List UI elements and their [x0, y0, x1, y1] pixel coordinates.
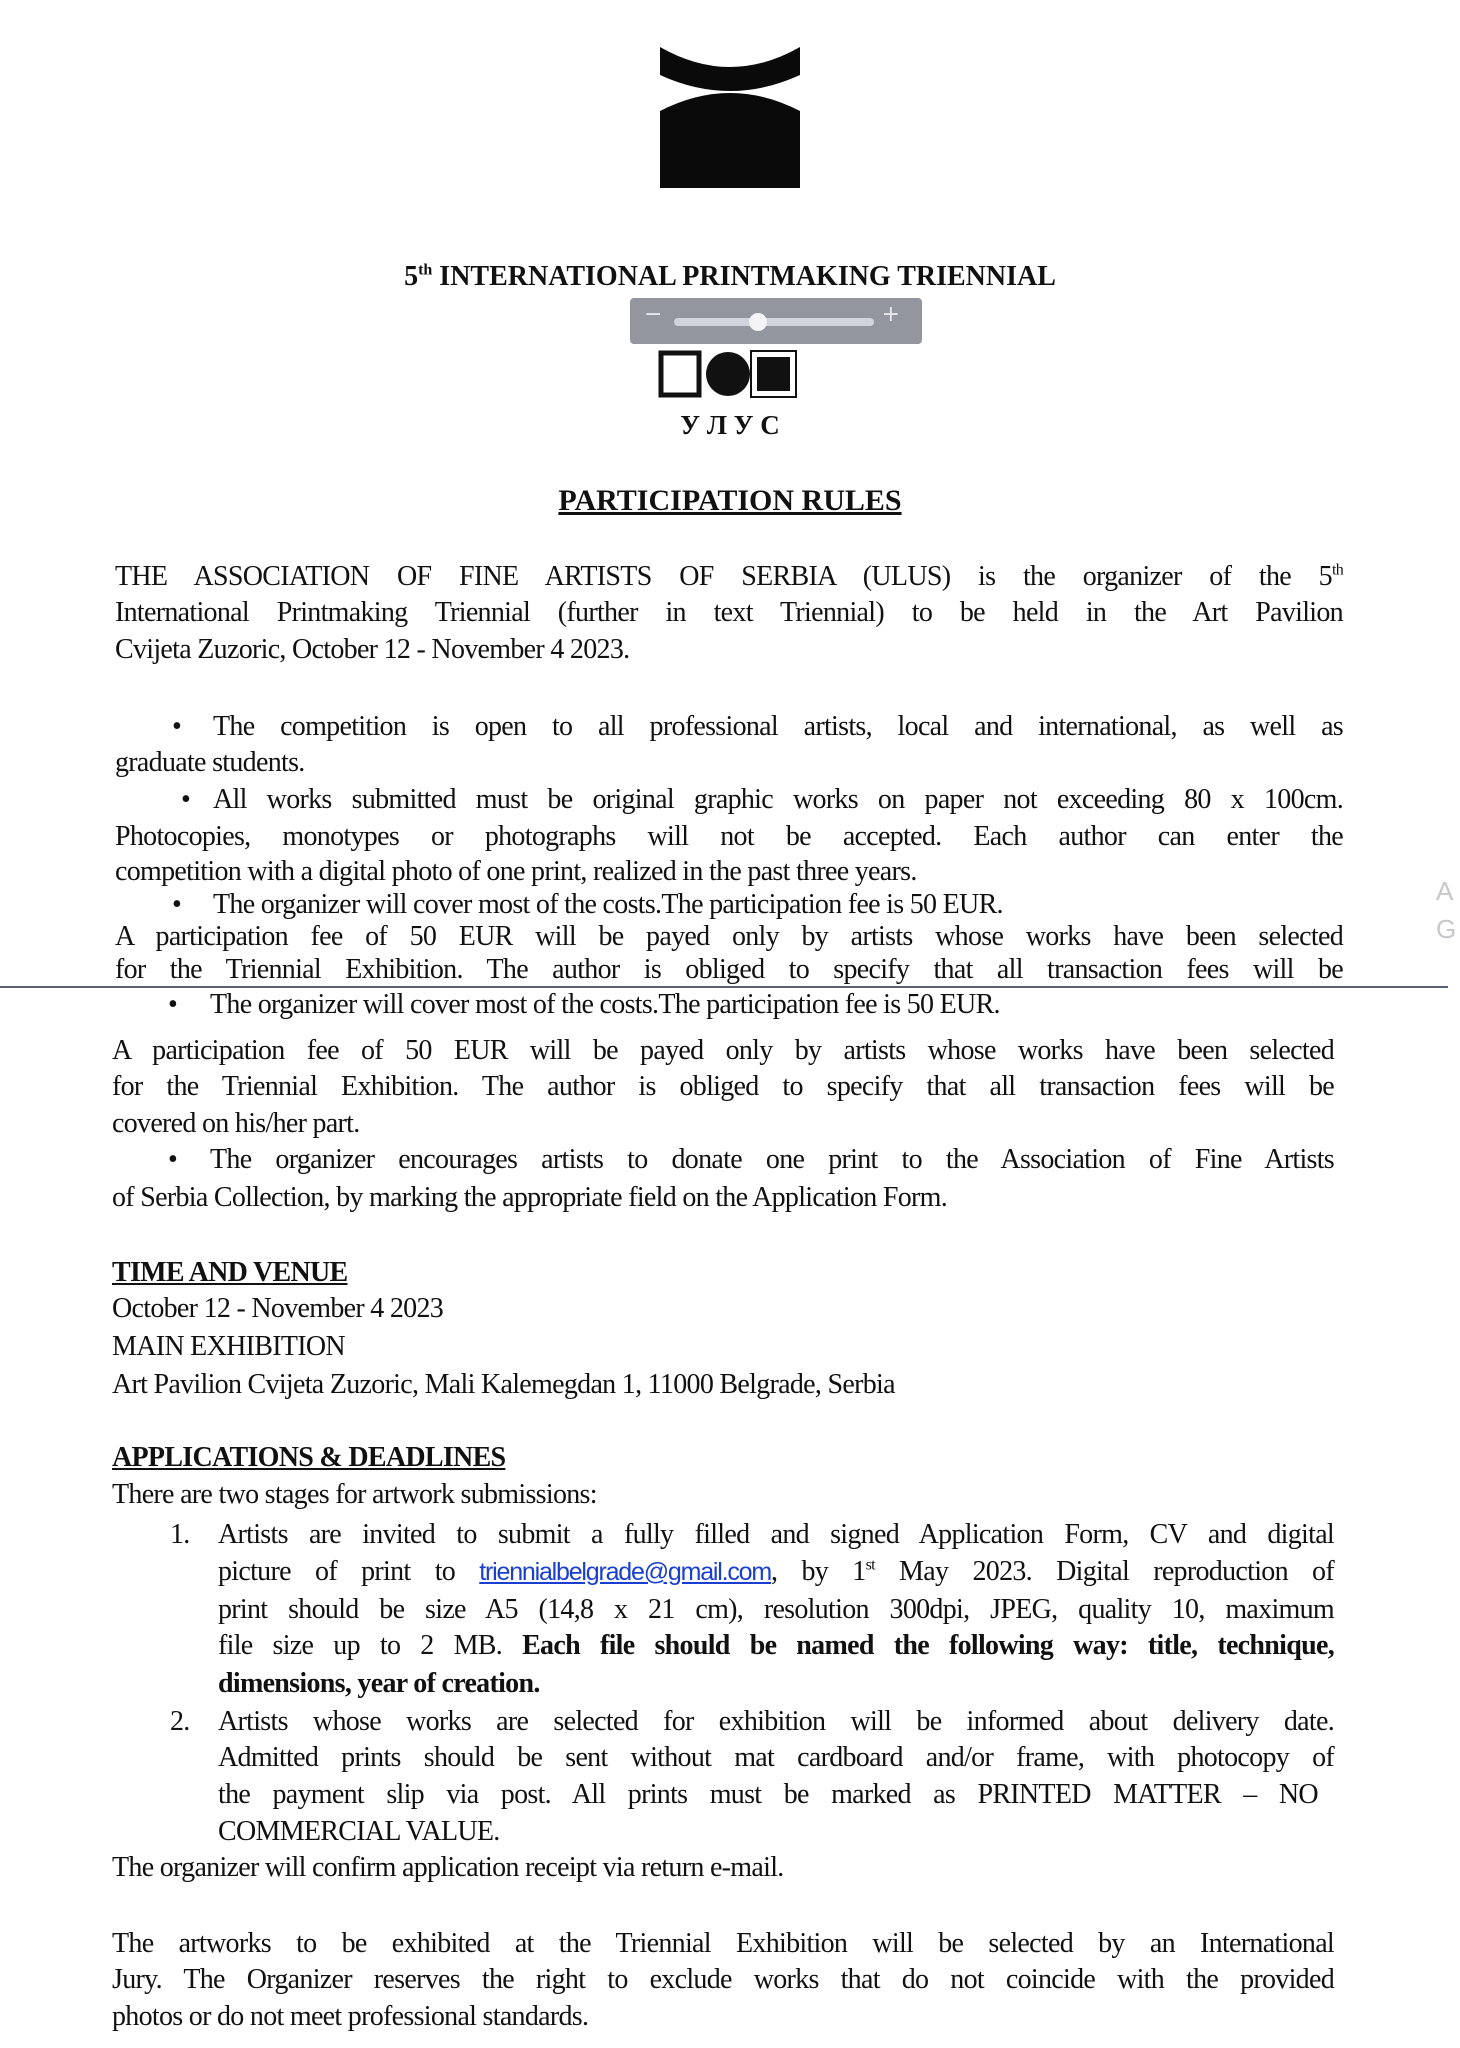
bullet-icon: • [172, 711, 182, 742]
bullet-icon: • [181, 784, 191, 815]
document-page-lower: • The organizer will cover most of the costs.The participation fee is 50 EUR. A participation fee of 50 EUR will be payed only by artists whose works have been selected for the Triennial Exhibition. The author is obliged to specify that all transaction fees will be covered on his/her part. • The organizer encourages artists to donate one print to the Association of Fine Artists of Serbia Collection, by marking the appropriate field on the Application Form. TIME AND VENUE October 12 - November 4 2023 MAIN EXHIBITION Art Pavilion Cvijeta Zuzoric, Mali Kalemegdan 1, 11000 Belgrade, Serbia APPLICATIONS & DEADLINES There are two stages for artwork submissions: 1. Artists are invited to submit a fully filled and signed Application Form, CV and digital picture of print to triennialbelgrade@gmail.com, by 1st May 2023. Digital reproduction of print should be size A5 (14,8 x 21 cm), resolution 300dpi, JPEG, quality 10, maximum file size up to 2 MB. Each file should be named the following way: title, technique, dimensions, year of creation. 2. Artists whose works are selected for exhibition will be informed about delivery date. Admitted prints should be sent without mat cardboard and/or frame, with photocopy of the payment slip via post. All prints must be marked as PRINTED MATTER – NO COMMERCIAL VALUE. The organizer will confirm application receipt via return e-mail. The artworks to be exhibited at the Triennial Exhibition will be selected by an International Jury. The Organizer reserves the right to exclude works that do not coincide with the provided photos or do not meet professional standards. [112, 989, 1335, 2032]
ulus-logo [658, 350, 798, 398]
zoom-slider-thumb[interactable] [749, 313, 767, 331]
triennial-logo [660, 47, 800, 188]
zoom-in-button[interactable]: + [881, 302, 900, 327]
bullet-icon: • [168, 1144, 178, 1175]
applications-heading: APPLICATIONS & DEADLINES [112, 1442, 506, 1473]
zoom-out-button[interactable]: − [644, 302, 663, 327]
bullet-icon: • [172, 889, 182, 920]
zoom-slider[interactable] [630, 298, 922, 344]
email-link[interactable]: triennialbelgrade@gmail.com [479, 1558, 772, 1586]
section-heading: PARTICIPATION RULES [558, 484, 902, 517]
document-page-upper: 5th INTERNATIONAL PRINTMAKING TRIENNIAL У Л У С PARTICIPATION RULES THE ASSOCIATION OF FINE ARTISTS OF SERBIA (ULUS) is the organizer of the 5th International Printmaking Triennial (further in text Triennial) to be held in the Art Pavilion Cvijeta Zuzoric, October 12 - November 4 2023. • The competition is open to all professional artists, local and international, as well as graduate students. • All works submitted must be original graphic works on paper not exceeding 80 x 100cm. Photocopies, monotypes or photographs will not be accepted. Each author can enter the competition with a digital photo of one print, realized in the past three years. • The organizer will cover most of the costs.The participation fee is 50 EUR. A participation fee of 50 EUR will be payed only by artists whose works have been selected for the Triennial Exhibition. The author is obliged to specify that all transaction fees will be [0, 0, 1448, 987]
time-venue-heading: TIME AND VENUE [112, 1257, 348, 1288]
edge-text-fragment: A [1436, 876, 1454, 906]
ulus-label: У Л У С [680, 410, 780, 440]
edge-text-fragment: G [1436, 914, 1457, 944]
zoom-slider-track[interactable] [674, 318, 874, 326]
bullet-icon: • [168, 989, 178, 1020]
document-title: 5th INTERNATIONAL PRINTMAKING TRIENNIAL [404, 261, 1056, 292]
